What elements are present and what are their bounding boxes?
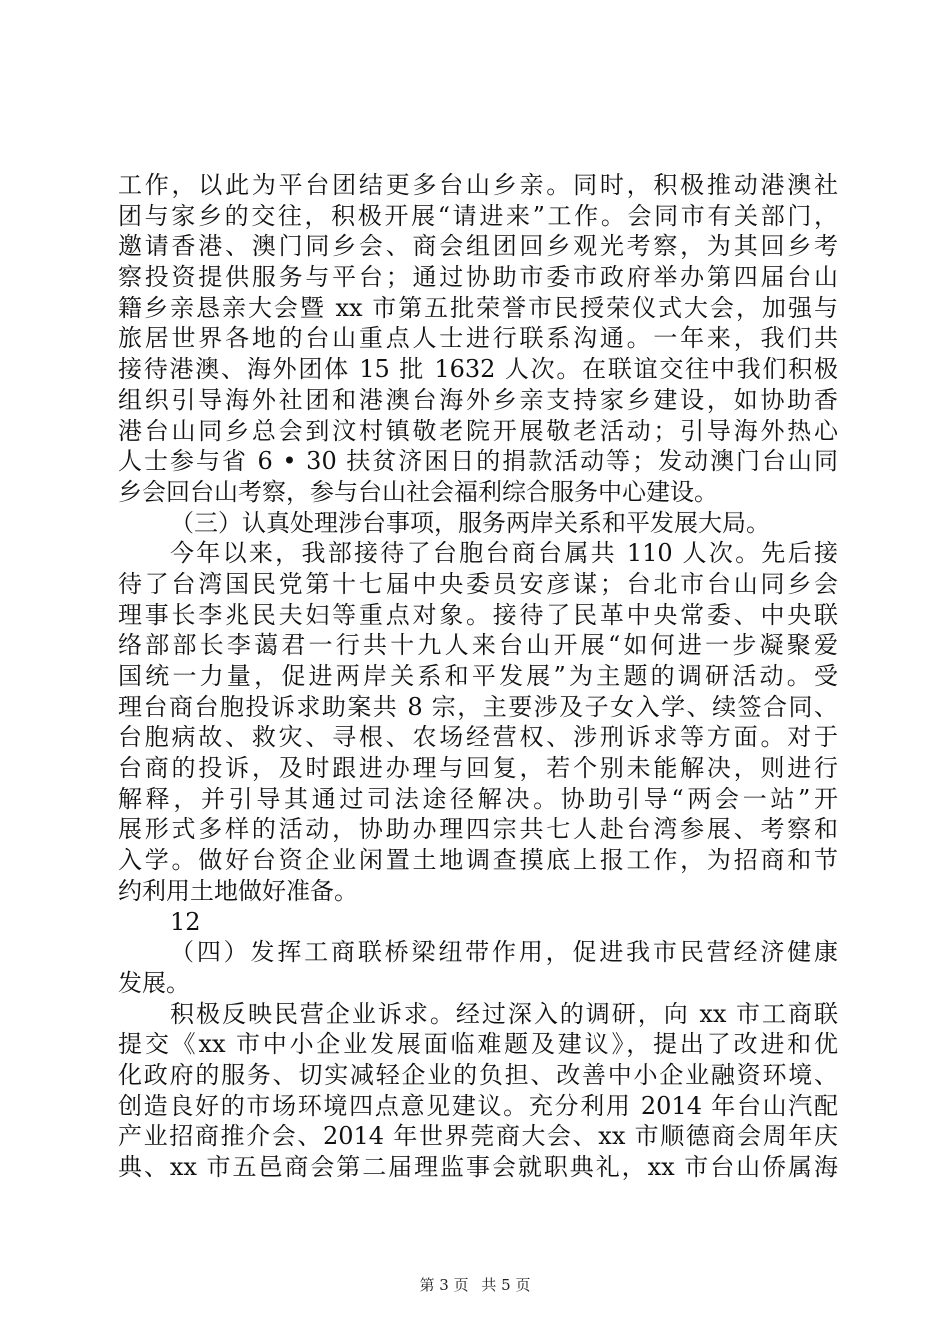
text-line: 化政府的服务、切实减轻企业的负担、改善中小企业融资环境、 bbox=[118, 1060, 838, 1089]
text-line: 接待港澳、海外团体 15 批 1632 人次。在联谊交往中我们积极 bbox=[118, 355, 838, 384]
page-total: 共 5 页 bbox=[481, 1276, 531, 1294]
text-line: 港台山同乡总会到汶村镇敬老院开展敬老活动；引导海外热心 bbox=[118, 416, 838, 445]
text-line: 发展。 bbox=[118, 968, 190, 997]
text-line: 工作，以此为平台团结更多台山乡亲。同时，积极推动港澳社 bbox=[118, 171, 838, 199]
text-line: 产业招商推介会、2014 年世界莞商大会、xx 市顺德商会周年庆 bbox=[118, 1122, 838, 1151]
text-line: 国统一力量，促进两岸关系和平发展”为主题的调研活动。受 bbox=[118, 662, 838, 690]
text-line: 提交《xx 市中小企业发展面临难题及建议》，提出了改进和优 bbox=[118, 1030, 838, 1059]
text-line: 待了台湾国民党第十七届中央委员安彦谋；台北市台山同乡会 bbox=[118, 569, 838, 598]
text-line: 典、xx 市五邑商会第二届理监事会就职典礼，xx 市台山侨属海 bbox=[118, 1153, 838, 1181]
text-line: 理事长李兆民夫妇等重点对象。接待了民革中央常委、中央联 bbox=[118, 600, 838, 629]
text-line: （三）认真处理涉台事项，服务两岸关系和平发展大局。 bbox=[170, 508, 770, 537]
text-line: 察投资提供服务与平台；通过协助市委市政府举办第四届台山 bbox=[118, 263, 838, 292]
text-line: 团与家乡的交往，积极开展“请进来”工作。会同市有关部门， bbox=[118, 201, 838, 230]
text-line: 约利用土地做好准备。 bbox=[118, 876, 358, 905]
text-line: 邀请香港、澳门同乡会、商会组团回乡观光考察，为其回乡考 bbox=[118, 232, 838, 261]
text-line: 籍乡亲恳亲大会暨 xx 市第五批荣誉市民授荣仪式大会，加强与 bbox=[118, 293, 838, 322]
text-line: 创造良好的市场环境四点意见建议。充分利用 2014 年台山汽配 bbox=[118, 1091, 838, 1120]
text-line: 络部部长李蔼君一行共十九人来台山开展“如何进一步凝聚爱 bbox=[118, 631, 838, 660]
text-line: 乡会回台山考察，参与台山社会福利综合服务中心建设。 bbox=[118, 477, 718, 506]
text-line: 解释，并引导其通过司法途径解决。协助引导“两会一站”开 bbox=[118, 784, 838, 813]
page-footer bbox=[0, 1274, 950, 1295]
text-line: 组织引导海外社团和港澳台海外乡亲支持家乡建设，如协助香 bbox=[118, 385, 838, 414]
text-line: 台胞病故、救灾、寻根、农场经营权、涉刑诉求等方面。对于 bbox=[118, 723, 838, 752]
text-line: 入学。做好台资企业闲置土地调查摸底上报工作，为招商和节 bbox=[118, 846, 838, 875]
page-number: 第 3 页 bbox=[419, 1276, 469, 1294]
text-line: 理台商台胞投诉求助案共 8 宗，主要涉及子女入学、续签合同、 bbox=[118, 692, 838, 721]
text-line: 12 bbox=[170, 907, 201, 936]
document-body bbox=[118, 170, 838, 1183]
text-line: （四）发挥工商联桥梁纽带作用，促进我市民营经济健康 bbox=[170, 938, 838, 967]
text-line: 台商的投诉，及时跟进办理与回复，若个别未能解决，则进行 bbox=[118, 754, 838, 783]
text-line: 人士参与省 6 • 30 扶贫济困日的捐款活动等；发动澳门台山同 bbox=[118, 447, 838, 476]
text-line: 今年以来，我部接待了台胞台商台属共 110 人次。先后接 bbox=[170, 539, 838, 568]
text-line: 积极反映民营企业诉求。经过深入的调研，向 xx 市工商联 bbox=[170, 999, 838, 1028]
text-line: 展形式多样的活动，协助办理四宗共七人赴台湾参展、考察和 bbox=[118, 815, 838, 844]
text-line: 旅居世界各地的台山重点人士进行联系沟通。一年来，我们共 bbox=[118, 324, 838, 353]
